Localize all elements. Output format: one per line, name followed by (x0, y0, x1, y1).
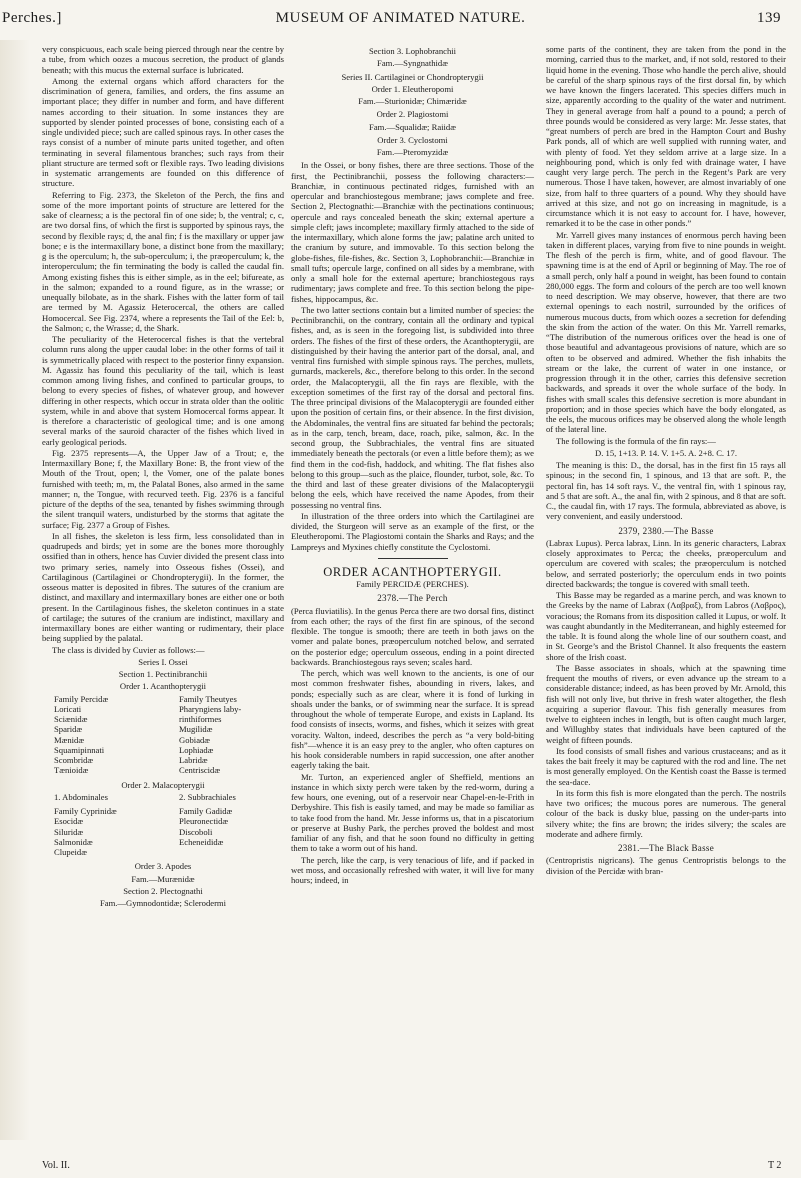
subdivision-label: 1. Abdominales (54, 791, 108, 802)
paragraph: The Basse associates in shoals, which at the spawning time frequent the mouths of rivers, or even advance up the stream to a considerable distance; indeed, as has been proved by Mr. Arnold, this fish will not only live, but thrive in fresh water altogether, the flesh acquiring a superior flavour. This fish generally measures from twelve to eighteen inches in length, but is often caught much larger, and Willughby states that individuals have been captured of the weight of fifteen pounds. (546, 662, 786, 745)
paragraph: In all fishes, the skeleton is less firm, less consolidated than in quadrupeds and birds; yet in some are the bones more thoroughly ossified than in others, hence has Cuvier divided the present class into two primary series, namely into Osseous fishes (Ossei), and Cartilaginous (Cartilaginei or Chondropterygii). In the former, the osseous matter is deposited in fibres. The sutures of the cranium are distinct, and maxillary and intermaxillary bones are either one or both present. In the Cartilaginous fishes, the skeleton continues in a state of cartilage; the sutures of the cranium are indistinct, maxillary and intermaxillary bones are either wanting or rudimentary, their place being supplied by the palatal. (42, 530, 284, 644)
section-heading: Section 3. Lophobranchii (368, 46, 457, 56)
family-line: Fam.—Gymnodontidæ; Sclerodermi (99, 898, 227, 908)
paragraph: Among the external organs which afford characters for the discrimination of genera, families, and orders, the fins assume an important place; they differ in number and form, and have different names according to their situation. In some instances they are supported by slender pointed processes of bone, consisting each of a single undivided piece; such are called spinous rays. In other cases the rays consist of a number of minute parts united together, and often terminating in several filamentous branches; such rays from their pliant structure are termed soft or flexible rays. Two leading divisions in systematic arrangements are founded on this difference of structure. (42, 75, 284, 189)
figure-heading: 2378.—The Perch (377, 593, 448, 604)
paragraph: The perch, which was well known to the ancients, is one of our most common freshwater fishes, abounding in rivers, lakes, and ponds; especially such as are clear, where it is fond of lurking in shoals under the banks, or of swimming near the surface. It is spread throughout the whole of temperate Europe, and exists in Lapland. Its food consists of insects, worms, and fishes, which it seizes with great voracity. Walton, indeed, describes the perch as “a very bold-biting fish”—whence it is an easy prey to the angler, who often captures on his hook considerable numbers in rapid succession, one after another eagerly taking the bait. (291, 668, 534, 771)
paragraph: (Labrax Lupus). Perca labrax, Linn. In its generic characters, Labrax closely approximates to Perca; the cheeks, præoperculum and operculum are covered with scales; the præoperculum is notched below, and serrated posteriorly; the operculum ends in two points directed backwards; the tongue is covered with small teeth. (546, 537, 786, 589)
family-item: Squamipinnati (54, 744, 105, 755)
paragraph: The peculiarity of the Heterocercal fishes is that the vertebral column runs along the upper caudal lobe: in the other forms of tail it is symmetrically placed with respect to the posterior finny expansion. M. Agassiz has found this peculiarity of the tail, which is least common among living fishes, and confined to particular groups, to belong to every species of fishes, of whatever group, and however differing in other respects, which occur in strata older than the oolitic system, while in and above that system Homocercal forms appear. It is therefore a characteristic of geological time; and is one among several marks of the sauroid character of the fishes which lived in early geological periods. (42, 334, 284, 447)
family-item: Scombridæ (54, 755, 94, 765)
family-item: Siluridæ (54, 826, 84, 837)
family-line: Fam.—Syngnathidæ (377, 58, 448, 69)
paragraph: In the Ossei, or bony fishes, there are three sections. Those of the first, the Pectinibranchii, possess the following characters:—Branchiæ, in continuous pectinated ridges, furnished with an opercular and branchiostegous membrane; jaws complete and free. Section 2, Plectognathi:—Branchiæ with the pectinations continuous; opercule and rays concealed beneath the skin; external aperture a simple cleft; jaws incomplete; maxillary firmly attached to the side of the intermaxillary, which alone forms the jaw; palatine arch united to the cranium by suture, and immovable. To this section belong the globe-fishes, file-fishes, &c. Section 3, Lophobranchii:—Branchiæ in small tufts; opercule large, confined on all sides by a membrane, with only a small hole for the external aperture; branchiostegous rays rudimentary; jaws complete and free. To this section belong the pipe-fishes, hippocampus, &c. (291, 160, 534, 304)
column-2 (291, 44, 534, 886)
paragraph: The following is the formula of the fin rays:— (556, 435, 716, 446)
family-item: Family Theutyes (179, 693, 237, 704)
page-edge-shadow (0, 40, 30, 1140)
family-item: Salmonidæ (54, 836, 93, 847)
header-title: MUSEUM OF ANIMATED NATURE. (275, 10, 526, 26)
family-item: Pleuronectidæ (179, 816, 229, 827)
order-heading: Order 1. Acanthopterygii (119, 681, 207, 692)
fin-formula: D. 15, 1+13. P. 14. V. 1+5. A. 2+8. C. 17. (595, 447, 737, 458)
header-section: Perches.] (2, 10, 62, 26)
paragraph: (Perca fluviatilis). In the genus Perca there are two dorsal fins, distinct from each other; the rays of the first fin are spinous, of the second flexible. The tongue is smooth; there are teeth in both jaws on the vomer and palate bones, præoperculum notched below, and serrated on the posterior edge; operculum osseous, ending in a point directed backwards. Branchiostegous rays seven; scales hard. (291, 605, 534, 667)
family-item: Discoboli (179, 826, 213, 837)
volume-label: Vol. II. (42, 1160, 70, 1171)
series-heading: Series I. Ossei (138, 656, 188, 667)
paragraph: Mr. Turton, an experienced angler of Sheffield, mentions an instance in which sixty perch were taken by the red-worm, during a few hours, one evening, out of a reservoir near Chapel-en-le-Frith in Derbyshire. This fish is easily tamed, and may be made so familiar as to take food from the hand. Mr. Jesse informs us, that in a piscatorium or preserve at Bushy Park, the perches proved the boldest and most familiar of any fish, and that he soon found no difficulty in getting them to take a worm out of his hand. (291, 771, 534, 854)
paragraph: In illustration of the three orders into which the Cartilaginei are divided, the Sturgeon will serve as an example of the first, or the Eleutheropomi. The Plagiostomi contain the Sharks and Rays; and the Lampreys and Myxines chiefly constitute the Cyclostomi. (291, 510, 534, 552)
family-item: Echeneididæ (179, 836, 224, 847)
family-item: Family Gadidæ (179, 806, 233, 816)
family-item: Tænioidæ (54, 765, 89, 776)
figure-heading: 2381.—The Black Basse (617, 843, 715, 853)
paragraph: The two latter sections contain but a limited number of species: the Pectinibranchii, on the contrary, contain all the ordinary and typical fishes, and, as is seen in the foregoing list, is subdivided into three orders. The fishes of the first of these orders, the Acanthopterygii, are distinguished by their having the anterior part of the dorsal, anal, and ventral fins furnished with simple spinous rays. The perches, mullets, gurnards, mackerels, &c., therefore belong to this order. In the second order, the Malacopterygii, all the fin rays are flexible, with the exception sometimes of the first ray of the dorsal and pectoral fins. The three principal divisions of the Malacopterygii are founded either upon the position of certain fins, or their absence. In the first division, the Abdominales, the ventral fins are situated far behind the pectorals; as in the carp, tench, bream, dace, roach, pike, salmon, &c. In the second group, the Subbrachiales, the ventral fins are situated immediately beneath the pectorals (or even a little before them); as we find them in the cod-fish, haddock, and whiting. The flat fishes also belong to this group—such as the plaice, flounder, turbot, sole, &c. To the third and last of these greater divisions of the Malacopterygii belong the eels, which have received the name Apodes, from their possessing no ventral fins. (291, 304, 534, 510)
paragraph: Mr. Yarrell gives many instances of enormous perch having been taken in different places, varying from five to nine pounds in weight. The flesh of the perch is firm, white, and of good flavour. The spawning time is at the end of April or beginning of May. The roe of a small perch, only half a pound in weight, has been found to contain 280,000 eggs. The form and colours of the perch are too well known to need description. We may observe, however, that there are two external openings to each nostril, surrounded by the orifices of numerous mucous ducts, from which oozes a secretion for defending the skin from the action of the water. On this Mr. Yarrell remarks, “The distribution of the numerous orifices over the head is one of those beautiful and advantageous provisions of nature, which are so often to be observed and admired. Whether the fish inhabits the stream or the lake, the current of water in one instance, or progression through it in the other, carries this defensive secretion backwards, and spreads it over the whole surface of the body. In fishes with small scales this defensive secretion is more abundant in proportion; and in those species which have the body elongated, as the eels, the mucous orifices may be observed along the whole length of the lateral line. (546, 229, 786, 435)
order-heading: Order 1. Eleutheropomi (371, 83, 454, 94)
family-line: Fam.—Squalidæ; Raiidæ (369, 121, 456, 132)
family-item (167, 847, 284, 857)
family-item: Sparidæ (54, 724, 83, 735)
family-item: Sciænidæ (54, 714, 88, 724)
paragraph: (Centropristis nigricans). The genus Centropristis belongs to the division of the Percidæ with bran- (546, 855, 786, 876)
subdivision-headings (42, 792, 284, 802)
column-3 (546, 44, 786, 877)
family-title: Family PERCIDÆ (PERCHES). (356, 579, 469, 589)
paragraph: some parts of the continent, they are taken from the pond in the morning, carried thus to the market, and, if not sold, restored to their liquid home in the evening. Those who handle the perch alive, should be careful of the sharp spinous rays of the first dorsal fin, by which we have known the fingers lacerated. This species differs much in size, apparently according to the quality of the water and nutriment. They in general average from half a pound to a pound; a perch of three pounds would be considered as very large: Mr. Jesse states, that “great numbers of perch are bred in the Hampton Court and Bushy Park ponds, all of which are well supplied with running water, and with plenty of food. Yet they seldom arrive at a large size. In a neighbouring pond, which is only fed with drainage water, I have caught very large perch. The perch in the Regent’s Park are very numerous. Those I have taken, however, are almost invariably of one size, from half to three quarters of a pound. Why they should have arrived at this size, and not go on increasing in magnitude, is a circumstance which it is not easy to account for. I have, however, remarked it to be the case in other ponds.” (546, 44, 786, 229)
order-heading: Order 3. Cyclostomi (377, 134, 448, 145)
paragraph: This Basse may be regarded as a marine perch, and was known to the Greeks by the name of Labrax (Λαβραξ), from Labros (Λαβρος), voracious; the Romans from its disposition called it Lupus, or wolf. It was caught abundantly in the Mediterranean, and highly esteemed for the table. It is found along the whole line of our southern coast, and in St. George’s and the Bristol Channel. It also frequents the eastern shore of the Irish coast. (546, 590, 786, 662)
column-1 (42, 44, 284, 910)
family-line: Fam.—Sturionidæ; Chimæridæ (358, 96, 467, 106)
family-item: Mugilidæ (179, 724, 213, 735)
family-item: Family Cyprinidæ (54, 806, 117, 816)
family-item: Pharyngiens laby- (179, 703, 242, 714)
family-item: Family Percidæ (54, 693, 109, 704)
family-item: Centriscidæ (179, 765, 221, 776)
family-item: Clupeidæ (54, 847, 87, 857)
section-heading: Section 1. Pectinibranchii (118, 669, 208, 679)
paragraph: In its form this fish is more elongated than the perch. The nostrils have two orifices; the mucous pores are numerous. The general colour of the back is dusky blue, passing on the under-parts into silvery white; the fins are brown; the irides silvery; the scales are moderate and adhere firmly. (546, 787, 786, 839)
paragraph: The perch, like the carp, is very tenacious of life, and if packed in wet moss, and occasionally refreshed with water, it will live for many hours; indeed, in (291, 854, 534, 885)
paragraph: Fig. 2375 represents—A, the Upper Jaw of a Trout; e, the Intermaxillary Bone; f, the Maxillary Bone: B, the front view of the Mouth of the Trout, open; l, the Vomer, one of the palate bones furnished with teeth; m, m, the Palatal Bones, also armed in the same manner; n, the Tongue, with recurved teeth. Fig. 2376 is a fanciful picture of the depths of the sea, tenanted by fishes swimming through the silent tranquil waters, undisturbed by the storms that agitate the surface; Fig. 2377 a Group of Fishes. (42, 447, 284, 530)
figure-heading: 2379, 2380.—The Basse (618, 525, 714, 536)
family-item: rinthiformes (179, 714, 222, 724)
section-heading: Section 2. Plectognathi (123, 885, 203, 896)
divider (378, 558, 448, 559)
subdivision-label: 2. Subbrachiales (179, 791, 236, 802)
paragraph: Referring to Fig. 2373, the Skeleton of the Perch, the fins and some of the more important points of structure are lettered for the sake of clearness; a is the pectoral fin of one side; b, the ventral; c, c, are two dorsal fins, of which the first is supported by spinous rays, the second by flexible rays; d, the anal fin; f is the maxillary or upper jaw bone; e is the intermaxillary bone, a distinct bone from the maxillary; g is the operculum; h, the sub-operculum; i, the præoperculum; k, the interoperculum; the fin terminating the body is called the caudal fin. Among existing fishes this is either simple, as in the eel; bifureate, as in the salmon; expanded to a round figure, as in the wrasse; or unequally bilobate, as in the shark. Fishes with the latter form of tail are termed by M. Agassiz Heterocercal, the others are called Homocercal. See Fig. 2374, where a represents the Tail of the Eel: b, the Salmon; c, the Wrasse; d, the Shark. (42, 189, 284, 333)
family-list-1 (42, 694, 284, 776)
family-list-2 (42, 806, 284, 857)
order-heading: Order 2. Malacopterygii (121, 779, 205, 790)
running-header (0, 6, 801, 32)
family-item: Lophiadæ (179, 744, 214, 755)
family-item: Esocidæ (54, 816, 84, 827)
family-item: Mænidæ (54, 734, 85, 745)
paragraph: The meaning is this: D., the dorsal, has in the first fin 15 rays all spinous; in the second fin, 1 spinous, and 13 that are soft. P., the pectoral fin, has 14 soft rays. V., the ventral fin, with 1 spinous ray, and 5 that are soft. A., the anal fin, with 2 spinous, and 8 that are soft. C., the caudal fin, with 17 rays. The formula, abbreviated as above, is very convenient, and easily understood. (546, 460, 786, 522)
order-heading: Order 3. Apodes (134, 861, 192, 872)
paragraph: The class is divided by Cuvier as follows:— (52, 644, 205, 655)
series-heading: Series II. Cartilaginei or Chondropterygii (341, 71, 484, 82)
paragraph: very conspicuous, each scale being pierced through near the centre by a tube, from which oozes a mucous secretion, the product of glands beneath; with this mucus the external surface is lubricated. (42, 44, 284, 75)
family-line: Fam.—Pteromyzidæ (376, 147, 449, 157)
order-heading: Order 2. Plagiostomi (376, 109, 449, 120)
family-item: Gobiadæ (179, 734, 211, 745)
page-number: 139 (757, 10, 781, 26)
family-line: Fam.—Murænidæ (131, 873, 195, 884)
signature-mark: T 2 (768, 1160, 782, 1171)
family-item: Loricati (54, 703, 82, 714)
family-item: Labridæ (179, 755, 208, 765)
paragraph: Its food consists of small fishes and various crustaceans; and as it takes the bait freely it may be captured with the rod and line. The net is most generally employed. On the Kentish coast the Basse is termed the sea-dace. (546, 745, 786, 787)
order-title: ORDER ACANTHOPTERYGII. (323, 564, 502, 579)
